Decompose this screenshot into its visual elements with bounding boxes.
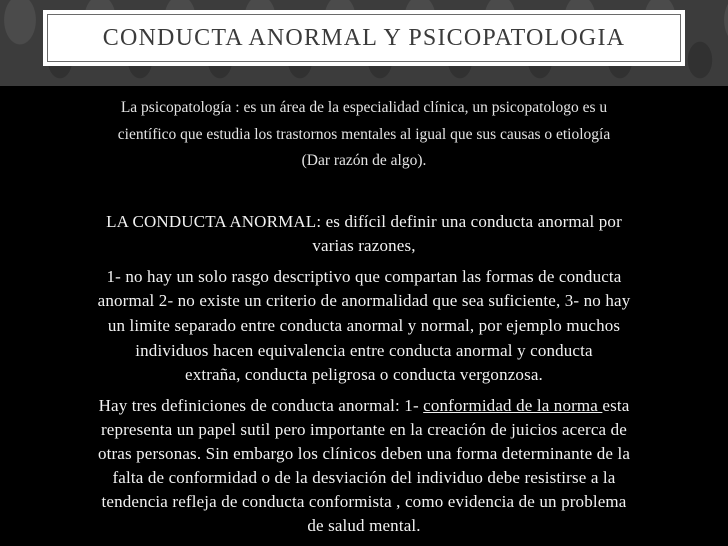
definition-line-6: individuos hacen equivalencia entre conducta anormal y conducta — [135, 341, 593, 360]
definitions-line-3: otras personas. Sin embargo los clínicos deben una forma determinante de la — [97, 444, 631, 463]
conformity-norm-link[interactable]: conformidad de la norma — [423, 396, 603, 415]
intro-line-1: La psicopatología : es un área de la especialidad clínica, un psicopatologo es u — [120, 99, 608, 116]
slide-title: CONDUCTA ANORMAL Y PSICOPATOLOGIA — [102, 24, 626, 51]
definitions-line-5: tendencia refleja de conducta conformista , como evidencia de un problema — [101, 492, 627, 511]
definitions-tail: esta — [602, 396, 630, 415]
definition-line-5: un limite separado entre conducta anormal y normal, por ejemplo muchos — [107, 316, 621, 335]
intro-line-3: (Dar razón de algo). — [301, 152, 427, 169]
header-band — [0, 0, 728, 86]
definition-line-3: 1- no hay un solo rasgo descriptivo que compartan las formas de conducta — [106, 267, 622, 286]
definition-line-1: LA CONDUCTA ANORMAL: es difícil definir una conducta anormal por — [106, 212, 622, 231]
definitions-line-4: falta de conformidad o de la desviación del individuo debe resistirse a la — [112, 468, 616, 487]
definitions-line-1 — [0, 396, 728, 416]
definition-line-4: anormal 2- no existe un criterio de anormalidad que sea suficiente, 3- no hay — [97, 291, 631, 310]
definition-line-7: extraña, conducta peligrosa o conducta vergonzosa. — [185, 365, 543, 384]
title-box — [43, 10, 685, 66]
definition-line-2: varias razones, — [312, 236, 416, 255]
intro-line-2: científico que estudia los trastornos mentales al igual que sus causas o etiología — [117, 126, 611, 143]
definitions-lead: Hay tres definiciones de conducta anormal: 1- — [98, 396, 424, 415]
definitions-line-6: de salud mental. — [307, 516, 421, 535]
definitions-line-2: representa un papel sutil pero importante en la creación de juicios acerca de — [100, 420, 628, 439]
